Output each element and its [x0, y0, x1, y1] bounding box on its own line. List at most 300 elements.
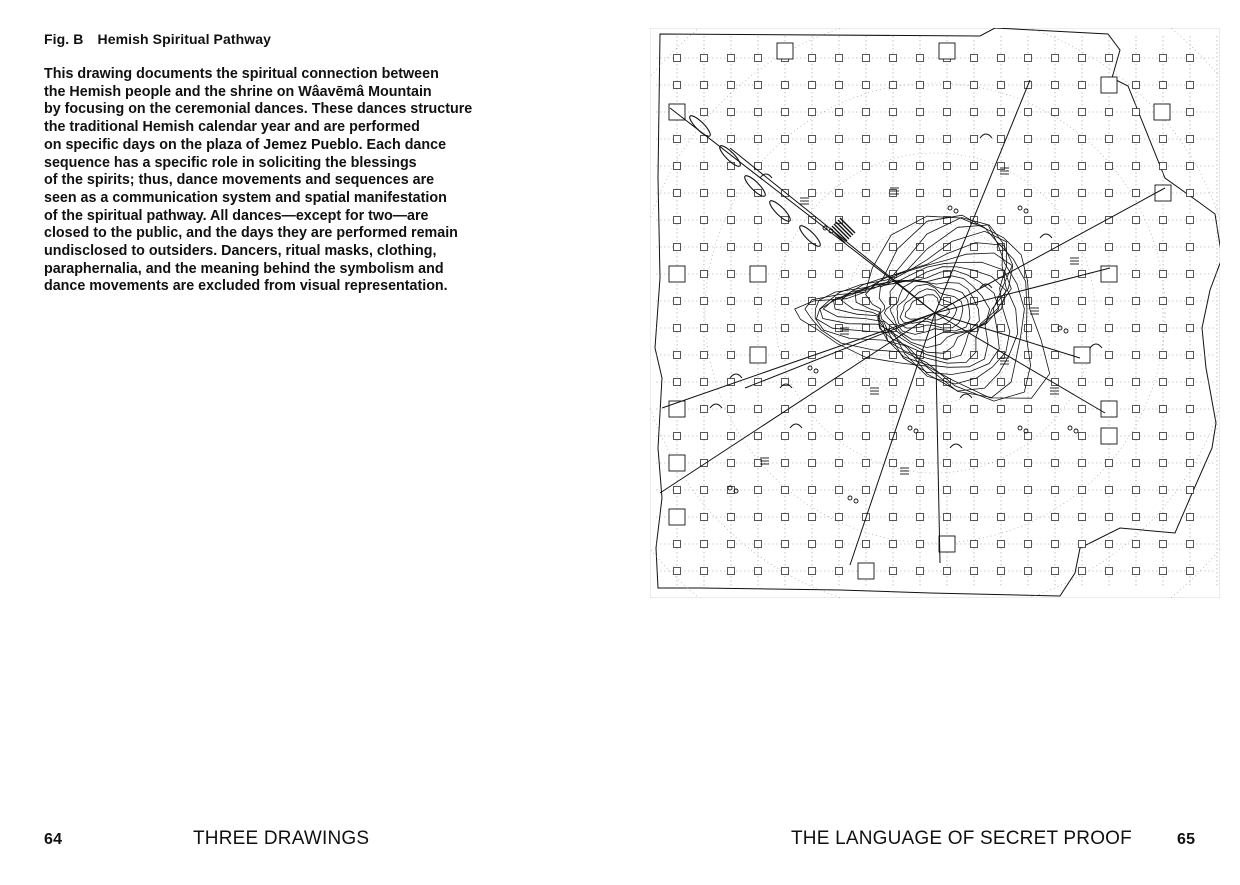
- body-line: on specific days on the plaza of Jemez Pueblo. Each dance: [44, 136, 447, 153]
- grid-marker: [728, 55, 735, 62]
- grid-marker: [836, 514, 843, 521]
- grid-marker: [1160, 460, 1167, 467]
- body-line: sequence has a specific role in soliciting the blessings: [44, 154, 417, 171]
- grid-marker: [863, 109, 870, 116]
- station-square: [669, 266, 685, 282]
- grid-marker: [944, 460, 951, 467]
- grid-marker: [836, 271, 843, 278]
- grid-marker: [1025, 433, 1032, 440]
- grid-marker: [1052, 352, 1059, 359]
- grid-marker: [755, 568, 762, 575]
- grid-marker: [1052, 109, 1059, 116]
- grid-marker: [890, 55, 897, 62]
- grid-marker: [1160, 541, 1167, 548]
- grid-marker: [755, 82, 762, 89]
- grid-marker: [1160, 82, 1167, 89]
- grid-marker: [998, 136, 1005, 143]
- grid-marker: [1052, 541, 1059, 548]
- grid-marker: [728, 217, 735, 224]
- grid-marker: [755, 406, 762, 413]
- station-square: [750, 347, 766, 363]
- grid-marker: [1187, 163, 1194, 170]
- grid-marker: [1160, 55, 1167, 62]
- grid-marker: [944, 109, 951, 116]
- grid-marker: [1025, 514, 1032, 521]
- grid-marker: [1052, 55, 1059, 62]
- grid-marker: [782, 460, 789, 467]
- grid-marker: [728, 109, 735, 116]
- grid-marker: [1079, 217, 1086, 224]
- grid-marker: [971, 487, 978, 494]
- body-line: by focusing on the ceremonial dances. These dances structure: [44, 101, 473, 118]
- grid-marker: [701, 190, 708, 197]
- grid-marker: [728, 325, 735, 332]
- grid-marker: [1079, 487, 1086, 494]
- grid-marker: [701, 568, 708, 575]
- station-square: [1154, 104, 1170, 120]
- grid-marker: [782, 163, 789, 170]
- grid-marker: [971, 136, 978, 143]
- running-head-right: THE LANGUAGE OF SECRET PROOF: [791, 828, 1132, 849]
- grid-marker: [971, 406, 978, 413]
- grid-marker: [755, 298, 762, 305]
- grid-marker: [890, 568, 897, 575]
- grid-marker: [701, 352, 708, 359]
- grid-marker: [755, 136, 762, 143]
- grid-marker: [809, 82, 816, 89]
- grid-marker: [863, 82, 870, 89]
- grid-marker: [1106, 379, 1113, 386]
- grid-marker: [917, 541, 924, 548]
- grid-marker: [1025, 163, 1032, 170]
- grid-marker: [863, 460, 870, 467]
- station-square: [669, 455, 685, 471]
- grid-marker: [836, 541, 843, 548]
- grid-marker: [1160, 379, 1167, 386]
- grid-marker: [755, 109, 762, 116]
- grid-marker: [836, 163, 843, 170]
- grid-marker: [836, 109, 843, 116]
- grid-marker: [1187, 298, 1194, 305]
- grid-marker: [1025, 406, 1032, 413]
- grid-marker: [1187, 109, 1194, 116]
- grid-marker: [755, 325, 762, 332]
- grid-marker: [809, 109, 816, 116]
- grid-marker: [1106, 568, 1113, 575]
- grid-marker: [1133, 379, 1140, 386]
- grid-marker: [1133, 55, 1140, 62]
- grid-marker: [1052, 190, 1059, 197]
- grid-marker: [1133, 244, 1140, 251]
- grid-marker: [1106, 487, 1113, 494]
- grid-marker: [1025, 190, 1032, 197]
- grid-marker: [836, 244, 843, 251]
- grid-marker: [809, 163, 816, 170]
- grid-marker: [836, 379, 843, 386]
- station-square: [669, 401, 685, 417]
- grid-marker: [971, 109, 978, 116]
- grid-marker: [755, 541, 762, 548]
- grid-marker: [836, 55, 843, 62]
- grid-marker: [1133, 190, 1140, 197]
- grid-marker: [809, 379, 816, 386]
- grid-marker: [917, 487, 924, 494]
- grid-marker: [1052, 460, 1059, 467]
- grid-marker: [1079, 136, 1086, 143]
- grid-marker: [1079, 541, 1086, 548]
- station-square: [1155, 185, 1171, 201]
- body-line: closed to the public, and the days they are performed remain: [44, 225, 458, 242]
- body-line: seen as a communication system and spatial manifestation: [44, 189, 447, 206]
- grid-marker: [998, 55, 1005, 62]
- grid-marker: [863, 433, 870, 440]
- site-plan-figure: [650, 28, 1220, 598]
- grid-marker: [863, 163, 870, 170]
- grid-marker: [836, 487, 843, 494]
- grid-marker: [674, 379, 681, 386]
- grid-marker: [1106, 298, 1113, 305]
- grid-marker: [863, 217, 870, 224]
- grid-marker: [971, 514, 978, 521]
- grid-marker: [1079, 514, 1086, 521]
- grid-marker: [782, 433, 789, 440]
- grid-marker: [998, 487, 1005, 494]
- grid-marker: [1106, 109, 1113, 116]
- grid-marker: [1133, 217, 1140, 224]
- grid-marker: [728, 271, 735, 278]
- body-line: the Hemish people and the shrine on Wâavēmâ Mountain: [44, 83, 432, 100]
- grid-marker: [998, 514, 1005, 521]
- grid-marker: [998, 109, 1005, 116]
- grid-marker: [1160, 514, 1167, 521]
- grid-marker: [755, 217, 762, 224]
- body-line: paraphernalia, and the meaning behind the symbolism and: [44, 260, 444, 277]
- grid-marker: [1187, 217, 1194, 224]
- grid-marker: [1187, 244, 1194, 251]
- grid-marker: [1079, 298, 1086, 305]
- station-square: [750, 266, 766, 282]
- grid-marker: [1025, 244, 1032, 251]
- grid-marker: [1106, 325, 1113, 332]
- grid-marker: [1133, 298, 1140, 305]
- grid-marker: [1106, 55, 1113, 62]
- grid-marker: [890, 217, 897, 224]
- grid-marker: [890, 460, 897, 467]
- grid-marker: [1187, 460, 1194, 467]
- grid-marker: [917, 136, 924, 143]
- grid-marker: [890, 82, 897, 89]
- grid-marker: [1025, 487, 1032, 494]
- grid-marker: [890, 541, 897, 548]
- grid-marker: [1187, 55, 1194, 62]
- grid-marker: [1106, 136, 1113, 143]
- grid-marker: [701, 55, 708, 62]
- grid-marker: [674, 433, 681, 440]
- grid-marker: [836, 433, 843, 440]
- grid-marker: [701, 487, 708, 494]
- grid-marker: [809, 190, 816, 197]
- grid-marker: [1079, 433, 1086, 440]
- grid-marker: [1106, 541, 1113, 548]
- grid-marker: [701, 244, 708, 251]
- grid-marker: [809, 55, 816, 62]
- grid-marker: [1160, 163, 1167, 170]
- body-line: of the spirits; thus, dance movements and sequences are: [44, 172, 435, 189]
- grid-marker: [1187, 568, 1194, 575]
- grid-marker: [1025, 352, 1032, 359]
- running-head-left: THREE DRAWINGS: [193, 828, 370, 849]
- grid-marker: [1052, 433, 1059, 440]
- grid-marker: [1079, 406, 1086, 413]
- grid-marker: [755, 487, 762, 494]
- station-square: [939, 43, 955, 59]
- grid-marker: [728, 136, 735, 143]
- grid-marker: [728, 352, 735, 359]
- grid-marker: [971, 460, 978, 467]
- grid-marker: [782, 298, 789, 305]
- grid-marker: [674, 217, 681, 224]
- grid-marker: [1187, 379, 1194, 386]
- page-number-right: 65: [1177, 831, 1196, 848]
- station-square: [777, 43, 793, 59]
- grid-marker: [701, 514, 708, 521]
- grid-marker: [836, 406, 843, 413]
- grid-marker: [1079, 82, 1086, 89]
- grid-marker: [674, 163, 681, 170]
- grid-marker: [1133, 541, 1140, 548]
- grid-marker: [674, 568, 681, 575]
- grid-marker: [1133, 82, 1140, 89]
- grid-marker: [701, 406, 708, 413]
- grid-marker: [836, 568, 843, 575]
- grid-marker: [674, 352, 681, 359]
- grid-marker: [1160, 244, 1167, 251]
- grid-marker: [1106, 244, 1113, 251]
- grid-marker: [917, 460, 924, 467]
- grid-marker: [1052, 487, 1059, 494]
- grid-marker: [917, 244, 924, 251]
- grid-marker: [701, 109, 708, 116]
- grid-marker: [1052, 163, 1059, 170]
- grid-marker: [944, 136, 951, 143]
- grid-marker: [863, 244, 870, 251]
- grid-marker: [971, 352, 978, 359]
- grid-marker: [1187, 325, 1194, 332]
- grid-marker: [701, 271, 708, 278]
- grid-marker: [674, 244, 681, 251]
- grid-marker: [1079, 163, 1086, 170]
- grid-marker: [1052, 136, 1059, 143]
- station-square: [939, 536, 955, 552]
- station-square: [1101, 428, 1117, 444]
- grid-marker: [998, 541, 1005, 548]
- grid-marker: [917, 433, 924, 440]
- grid-marker: [728, 568, 735, 575]
- grid-marker: [836, 460, 843, 467]
- grid-marker: [917, 190, 924, 197]
- grid-marker: [701, 541, 708, 548]
- grid-marker: [782, 487, 789, 494]
- grid-marker: [1079, 379, 1086, 386]
- grid-marker: [755, 55, 762, 62]
- grid-marker: [674, 136, 681, 143]
- grid-marker: [1025, 217, 1032, 224]
- grid-marker: [1133, 487, 1140, 494]
- grid-marker: [1160, 136, 1167, 143]
- grid-marker: [1187, 136, 1194, 143]
- grid-marker: [1187, 352, 1194, 359]
- grid-marker: [728, 433, 735, 440]
- grid-marker: [1079, 325, 1086, 332]
- grid-marker: [944, 487, 951, 494]
- grid-marker: [1187, 487, 1194, 494]
- grid-marker: [728, 298, 735, 305]
- grid-marker: [836, 82, 843, 89]
- grid-marker: [917, 379, 924, 386]
- grid-marker: [1187, 433, 1194, 440]
- grid-marker: [1052, 298, 1059, 305]
- station-square: [669, 509, 685, 525]
- grid-marker: [782, 325, 789, 332]
- grid-marker: [1025, 460, 1032, 467]
- grid-marker: [1160, 487, 1167, 494]
- grid-marker: [782, 109, 789, 116]
- grid-marker: [863, 379, 870, 386]
- grid-marker: [971, 190, 978, 197]
- grid-marker: [1160, 217, 1167, 224]
- grid-marker: [1079, 460, 1086, 467]
- grid-marker: [1187, 271, 1194, 278]
- grid-marker: [1133, 109, 1140, 116]
- page-number-left: 64: [44, 831, 63, 848]
- grid-marker: [809, 271, 816, 278]
- station-square: [1101, 401, 1117, 417]
- grid-marker: [782, 244, 789, 251]
- grid-marker: [998, 460, 1005, 467]
- grid-marker: [1133, 460, 1140, 467]
- grid-marker: [809, 487, 816, 494]
- grid-marker: [944, 433, 951, 440]
- grid-marker: [1106, 190, 1113, 197]
- grid-marker: [863, 325, 870, 332]
- grid-marker: [1079, 55, 1086, 62]
- grid-marker: [890, 136, 897, 143]
- grid-marker: [971, 82, 978, 89]
- grid-marker: [998, 433, 1005, 440]
- grid-marker: [1052, 406, 1059, 413]
- grid-marker: [1106, 514, 1113, 521]
- grid-marker: [1160, 406, 1167, 413]
- grid-marker: [1133, 514, 1140, 521]
- grid-marker: [1133, 406, 1140, 413]
- grid-marker: [917, 163, 924, 170]
- grid-marker: [998, 406, 1005, 413]
- grid-marker: [782, 568, 789, 575]
- grid-marker: [971, 568, 978, 575]
- grid-marker: [863, 271, 870, 278]
- grid-marker: [809, 514, 816, 521]
- body-line: the traditional Hemish calendar year and are performed: [44, 119, 420, 136]
- grid-marker: [1160, 352, 1167, 359]
- grid-marker: [1052, 271, 1059, 278]
- grid-marker: [782, 541, 789, 548]
- grid-marker: [701, 433, 708, 440]
- grid-marker: [1025, 109, 1032, 116]
- grid-marker: [1133, 136, 1140, 143]
- grid-marker: [1133, 163, 1140, 170]
- body-line: of the spiritual pathway. All dances—except for two—are: [44, 207, 429, 224]
- grid-marker: [782, 352, 789, 359]
- grid-marker: [863, 136, 870, 143]
- station-square: [858, 563, 874, 579]
- grid-marker: [1187, 541, 1194, 548]
- grid-marker: [1133, 568, 1140, 575]
- grid-marker: [890, 163, 897, 170]
- grid-marker: [944, 163, 951, 170]
- grid-marker: [1187, 514, 1194, 521]
- grid-marker: [674, 487, 681, 494]
- grid-marker: [1160, 325, 1167, 332]
- grid-marker: [1160, 298, 1167, 305]
- figure-label: Fig. B: [44, 31, 84, 47]
- grid-marker: [701, 217, 708, 224]
- grid-marker: [809, 541, 816, 548]
- grid-marker: [1106, 163, 1113, 170]
- grid-marker: [1079, 568, 1086, 575]
- grid-marker: [998, 568, 1005, 575]
- grid-marker: [755, 514, 762, 521]
- grid-marker: [917, 514, 924, 521]
- body-paragraph: [44, 66, 564, 296]
- grid-marker: [1106, 460, 1113, 467]
- grid-marker: [701, 163, 708, 170]
- grid-marker: [890, 487, 897, 494]
- grid-marker: [863, 487, 870, 494]
- grid-marker: [998, 82, 1005, 89]
- figure-caption: [44, 31, 271, 47]
- grid-marker: [890, 244, 897, 251]
- grid-marker: [944, 82, 951, 89]
- pathway-drawing: [650, 28, 1220, 598]
- grid-marker: [674, 298, 681, 305]
- grid-marker: [998, 190, 1005, 197]
- grid-marker: [1052, 514, 1059, 521]
- grid-marker: [971, 433, 978, 440]
- grid-marker: [917, 55, 924, 62]
- grid-marker: [1025, 136, 1032, 143]
- grid-marker: [890, 109, 897, 116]
- grid-marker: [701, 298, 708, 305]
- grid-marker: [1025, 541, 1032, 548]
- grid-marker: [890, 406, 897, 413]
- grid-marker: [890, 352, 897, 359]
- grid-marker: [701, 325, 708, 332]
- grid-marker: [701, 82, 708, 89]
- grid-marker: [809, 136, 816, 143]
- grid-marker: [674, 82, 681, 89]
- grid-marker: [890, 379, 897, 386]
- grid-marker: [1133, 352, 1140, 359]
- grid-marker: [1187, 406, 1194, 413]
- grid-marker: [1052, 82, 1059, 89]
- grid-marker: [1133, 433, 1140, 440]
- station-square: [1074, 347, 1090, 363]
- body-line: dance movements are excluded from visual representation.: [44, 278, 448, 295]
- grid-marker: [782, 514, 789, 521]
- grid-marker: [1025, 325, 1032, 332]
- grid-marker: [728, 244, 735, 251]
- grid-marker: [1160, 433, 1167, 440]
